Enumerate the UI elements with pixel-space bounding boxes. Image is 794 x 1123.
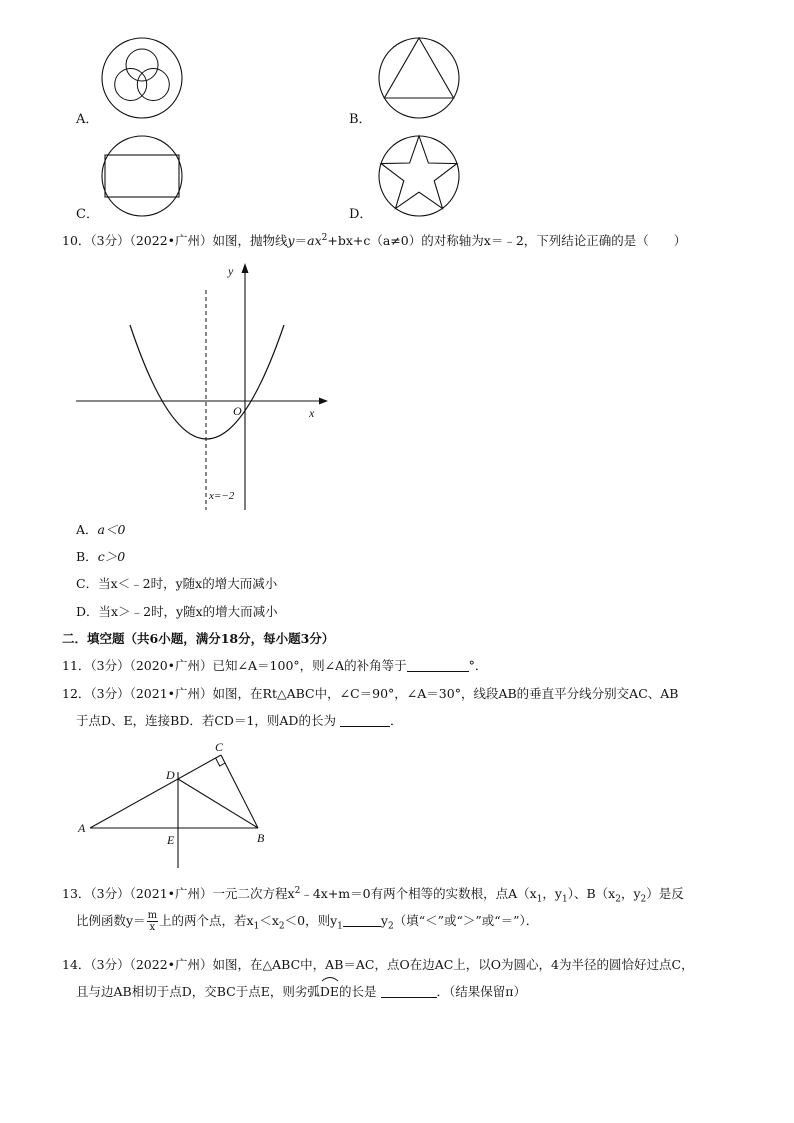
answer-blank[interactable] <box>381 985 437 998</box>
question-11: 11．（3分）（2020•广州）已知∠A＝100°，则∠A的补角等于 °． <box>62 658 488 673</box>
question-13-line-1: 13．（3分）（2021•广州）一元二次方程$x^2﹣4x+m=0$有两个相等的实数根，点$A(x_1$，$y_1$）、$B(x_2$，$y_2$）是反 <box>62 886 684 905</box>
y-axis-label: y <box>228 264 234 278</box>
option-a-label: A． <box>76 112 99 127</box>
section-2-title: 二．填空题（共6小题，满分18分，每小题3分） <box>62 631 335 646</box>
answer-blank[interactable] <box>343 914 381 927</box>
question-10-option-d: D．当x＞﹣2时，y随x的增大而减小 <box>76 604 278 619</box>
symmetry-axis-label: x=−2 <box>209 490 235 502</box>
question-10-option-b: B．c＞0 <box>76 549 126 564</box>
arc-de: DE <box>320 980 339 1004</box>
question-10-option-c: C．当x＜﹣2时，y随x的增大而减小 <box>76 576 278 591</box>
parabola-graph <box>70 255 340 515</box>
vertex-c-label: C <box>215 740 224 754</box>
option-c-label: C． <box>76 207 99 222</box>
option-b-label: B． <box>349 112 372 127</box>
answer-blank[interactable] <box>407 659 469 672</box>
point-e-label: E <box>167 833 175 847</box>
arc-mark-icon <box>321 976 339 982</box>
question-14-line-1: 14．（3分）（2022•广州）如图，在△ABC中，AB＝AC，点O在边AC上，以O为圆心，4为半径的圆恰好过点C， <box>62 957 694 972</box>
question-14-line-2: 且与边AB相切于点D，交BC于点E，则劣弧 DE的长是 ．（结果保留π） <box>76 980 526 1004</box>
question-13-line-2: 比例函数y＝ $\frac{m}{x}$ 上的两个点，若$x_1<x_2<0$，则$y_1$ $y_2$（填“＜”或“＞”或“＝”）． <box>76 910 539 933</box>
vertex-b-label: B <box>257 831 265 845</box>
vertex-a-label: A <box>78 821 86 835</box>
answer-blank[interactable] <box>340 714 390 727</box>
question-12-line-2: 于点D、E，连接BD．若CD＝1，则AD的长为 ． <box>76 713 403 728</box>
question-12-line-1: 12．（3分）（2021•广州）如图，在Rt△ABC中，∠C＝90°，∠A＝30°，线段AB的垂直平分线分别交AC、AB <box>62 686 679 701</box>
option-b-figure <box>377 36 461 120</box>
origin-label: O <box>233 404 242 418</box>
x-axis-label: x <box>309 406 315 420</box>
point-d-label: D <box>166 768 175 782</box>
option-a-figure <box>100 36 184 120</box>
fraction-m-over-x: $\frac{m}{x}$ <box>147 910 158 933</box>
question-10-option-a: A．a＜0 <box>76 522 126 537</box>
option-d-figure <box>377 134 461 218</box>
triangle-figure <box>76 738 276 872</box>
question-10-stem: 10．（3分）（2022•广州）如图，抛物线$y=ax^2+bx+c(a\ne 0)$的对称轴为x＝﹣2，下列结论正确的是（ ） <box>62 233 687 249</box>
option-c-figure <box>100 134 184 218</box>
option-d-label: D． <box>349 207 373 222</box>
